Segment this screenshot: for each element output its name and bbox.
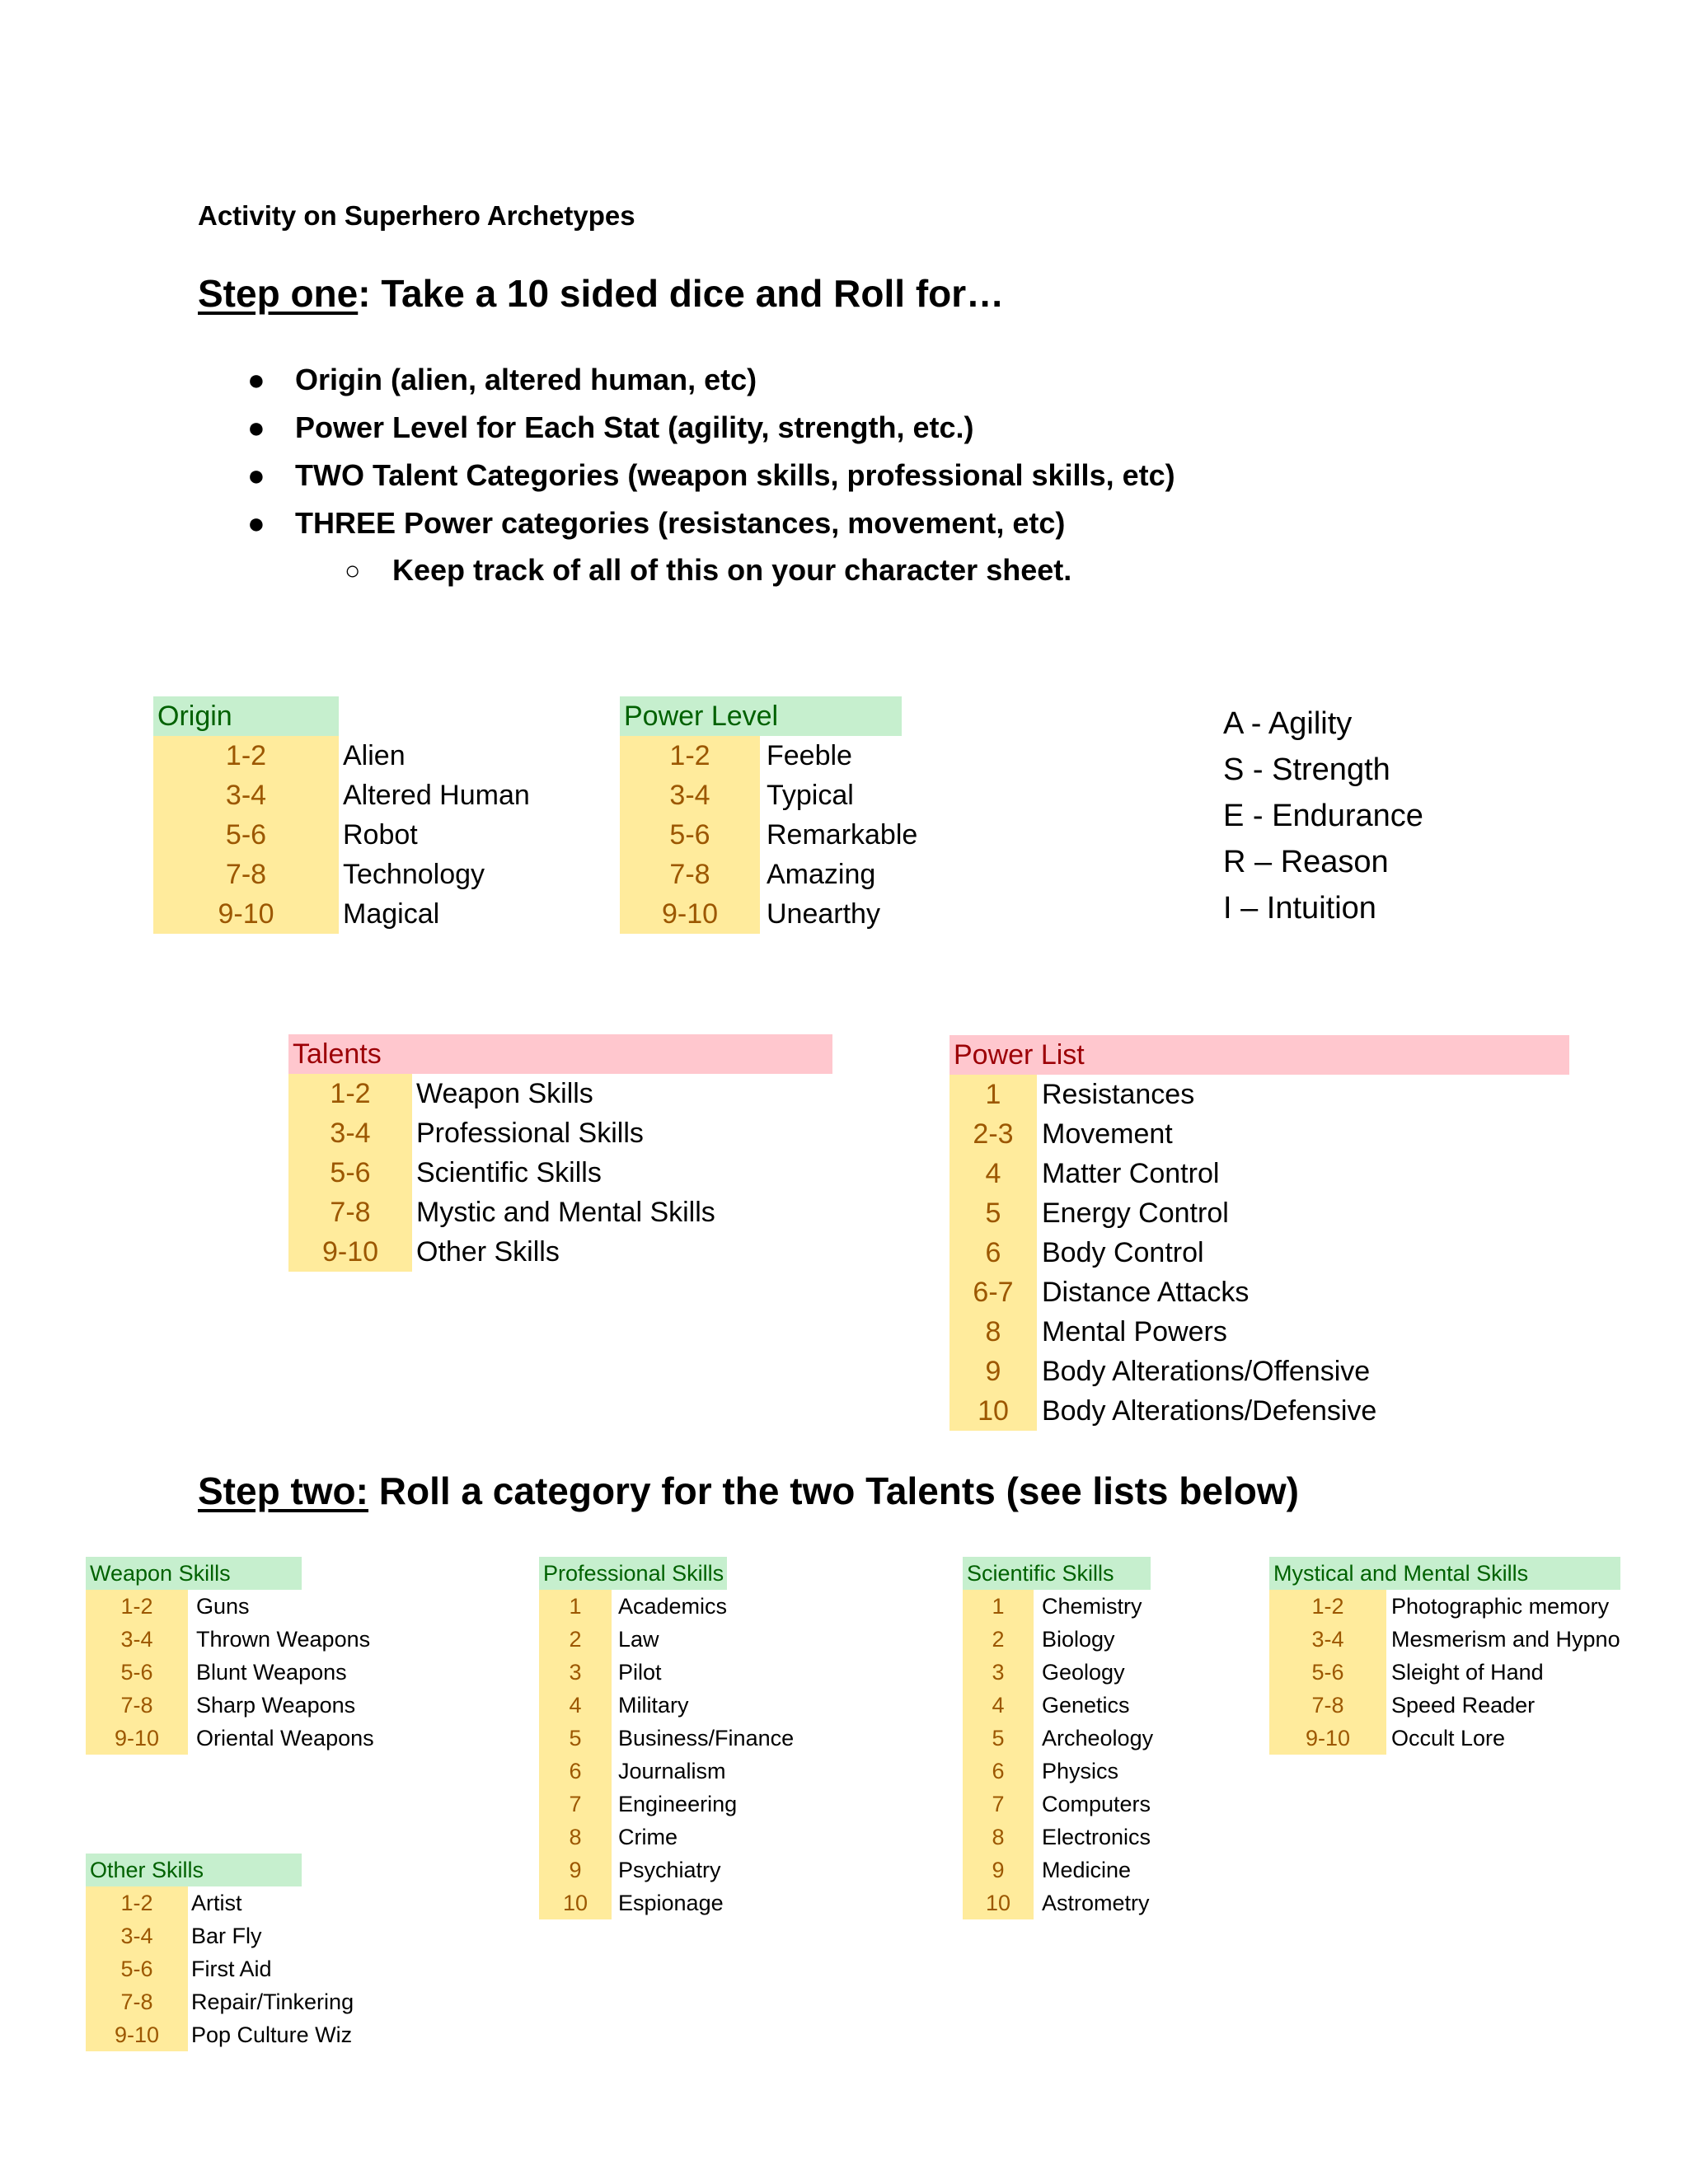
roll-range: 4 [992,1693,1005,1718]
result-label: Sharp Weapons [196,1693,356,1718]
roll-range: 6 [992,1759,1005,1783]
roll-range: 1-2 [225,740,267,771]
result-label: Psychiatry [618,1858,721,1882]
bullet-icon: ● [247,458,265,492]
result-label: Scientific Skills [416,1157,602,1188]
result-label: Pilot [618,1660,662,1685]
hollow-bullet-icon: ○ [345,555,361,585]
result-label: Biology [1042,1627,1115,1652]
table-row [963,1854,1688,1886]
roll-range: 1-2 [1311,1594,1344,1619]
roll-range: 5 [569,1726,582,1750]
result-label: Magical [343,898,440,930]
step-one-heading [198,269,1004,318]
result-label: Technology [343,859,485,890]
table-row [950,1272,1688,1312]
result-label: Other Skills [416,1236,560,1268]
roll-range: 3-4 [669,780,710,811]
roll-range: 7-8 [669,859,710,890]
result-label: Unearthy [767,898,880,930]
result-label: Resistances [1042,1079,1195,1110]
table-row [1269,1722,1620,1755]
result-label: Electronics [1042,1825,1151,1849]
bullet-icon: ● [247,363,265,396]
roll-range: 5-6 [120,1957,153,1981]
instruction-list [198,356,1175,593]
result-label: Alien [343,740,406,771]
result-label: Weapon Skills [416,1078,593,1109]
table-row [963,1755,1688,1788]
result-label: Mystic and Mental Skills [416,1197,715,1228]
roll-range: 9-10 [1305,1726,1351,1750]
result-label: Feeble [767,740,852,771]
result-label: Guns [196,1594,250,1619]
result-label: Oriental Weapons [196,1726,374,1750]
roll-range: 7-8 [120,1990,153,2014]
result-label: Repair/Tinkering [191,1990,354,2014]
roll-range: 10 [985,1891,1011,1915]
table-row [86,2018,910,2051]
instruction-text: Power Level for Each Stat (agility, strength, etc.) [295,410,974,444]
roll-range: 3-4 [120,1924,153,1948]
roll-range: 9-10 [114,1726,160,1750]
result-label: Archeology [1042,1726,1154,1750]
table-header: Professional Skills [539,1557,727,1590]
result-label: Bar Fly [191,1924,262,1948]
table-row [1269,1656,1620,1689]
roll-range: 5-6 [1311,1660,1344,1685]
roll-range: 1-2 [120,1594,153,1619]
roll-range: 9-10 [661,898,719,930]
table-header: Scientific Skills [963,1557,1151,1590]
roll-range: 3-4 [225,780,267,811]
roll-range: 7-8 [120,1693,153,1718]
result-label: Pop Culture Wiz [191,2022,353,2047]
table-header: Origin [153,696,339,736]
result-label: Typical [767,780,854,811]
table-header: Mystical and Mental Skills [1269,1557,1620,1590]
table-row [1269,1623,1620,1656]
stat-key-item: A - Agility [1223,706,1353,741]
roll-range: 3 [569,1660,582,1685]
result-label: Journalism [618,1759,726,1783]
result-label: Energy Control [1042,1197,1229,1229]
document-title: Activity on Superhero Archetypes [198,200,635,231]
table-row [86,1952,910,1985]
result-label: Distance Attacks [1042,1277,1250,1308]
roll-range: 6 [985,1237,1001,1268]
roll-range: 1 [569,1594,582,1619]
result-label: Genetics [1042,1693,1130,1718]
result-label: First Aid [191,1957,272,1981]
result-label: Business/Finance [618,1726,795,1750]
roll-range: 3-4 [330,1118,371,1149]
roll-range: 5 [992,1726,1005,1750]
table-row [950,1391,1688,1431]
roll-range: 3 [992,1660,1005,1685]
stat-key-item: I – Intuition [1223,891,1376,926]
result-label: Chemistry [1042,1594,1142,1619]
table-row [963,1821,1688,1854]
result-label: Espionage [618,1891,724,1915]
result-label: Law [618,1627,659,1652]
result-label: Academics [618,1594,728,1619]
result-label: Movement [1042,1118,1173,1150]
roll-range: 6 [569,1759,582,1783]
roll-range: 1 [985,1079,1001,1110]
table-header: Other Skills [86,1854,302,1886]
roll-range: 1-2 [120,1891,153,1915]
roll-range: 5-6 [225,819,267,851]
result-label: Medicine [1042,1858,1132,1882]
result-label: Blunt Weapons [196,1660,347,1685]
roll-range: 3-4 [120,1627,153,1652]
result-label: Astrometry [1042,1891,1150,1915]
result-label: Sleight of Hand [1391,1660,1544,1685]
result-label: Robot [343,819,418,851]
roll-range: 7 [992,1792,1005,1816]
table-header: Talents [288,1034,832,1074]
roll-range: 5-6 [669,819,710,851]
stat-key-item: E - Endurance [1223,799,1423,833]
table-row [950,1154,1688,1193]
table-row [86,1985,910,2018]
bullet-icon: ● [247,410,265,444]
result-label: Mesmerism and Hypno [1391,1627,1620,1652]
table-row [86,1886,910,1919]
result-label: Computers [1042,1792,1151,1816]
roll-range: 7 [569,1792,582,1816]
result-label: Mental Powers [1042,1316,1227,1347]
instruction-item [198,452,1175,499]
bullet-icon: ● [247,506,265,540]
roll-range: 9 [985,1356,1001,1387]
table-row [963,1886,1688,1919]
result-label: Body Alterations/Offensive [1042,1356,1371,1387]
table-row [963,1788,1688,1821]
stat-key-item: S - Strength [1223,752,1390,787]
table-row [950,1075,1688,1114]
instruction-text: THREE Power categories (resistances, movement, etc) [295,506,1066,540]
roll-range: 3-4 [1311,1627,1344,1652]
roll-range: 4 [985,1158,1001,1189]
table-row [950,1193,1688,1233]
roll-range: 5-6 [120,1660,153,1685]
roll-range: 5 [985,1197,1001,1229]
result-label: Matter Control [1042,1158,1220,1189]
result-label: Artist [191,1891,242,1915]
roll-range: 9 [569,1858,582,1882]
roll-range: 9-10 [321,1236,379,1268]
roll-range: 1 [992,1594,1005,1619]
instruction-subitem [198,547,1175,593]
instruction-text: Origin (alien, altered human, etc) [295,363,757,396]
instruction-item [198,404,1175,452]
result-label: Military [618,1693,689,1718]
roll-range: 8 [569,1825,582,1849]
roll-range: 2 [569,1627,582,1652]
result-label: Amazing [767,859,876,890]
roll-range: 10 [978,1395,1009,1427]
instruction-text: TWO Talent Categories (weapon skills, professional skills, etc) [295,458,1175,492]
roll-range: 8 [992,1825,1005,1849]
roll-range: 4 [569,1693,582,1718]
step-one-text: : Take a 10 sided dice and Roll for… [358,272,1005,315]
result-label: Thrown Weapons [196,1627,371,1652]
table-row [950,1312,1688,1352]
table-row [1269,1689,1620,1722]
roll-range: 9 [992,1858,1005,1882]
table-header: Power List [950,1035,1569,1075]
roll-range: 2 [992,1627,1005,1652]
table-row [1269,1590,1620,1623]
roll-range: 9-10 [114,2022,160,2047]
result-label: Physics [1042,1759,1119,1783]
instruction-item [198,356,1175,404]
result-label: Engineering [618,1792,738,1816]
roll-range: 7-8 [330,1197,371,1228]
roll-range: 2-3 [973,1118,1014,1150]
table-row [950,1114,1688,1154]
table-row [950,1352,1688,1391]
stat-key [1223,701,1423,931]
stat-key-item: R – Reason [1223,845,1389,879]
result-label: Crime [618,1825,678,1849]
roll-range: 5-6 [330,1157,371,1188]
result-label: Body Control [1042,1237,1204,1268]
result-label: Geology [1042,1660,1125,1685]
roll-range: 1-2 [330,1078,371,1109]
result-label: Altered Human [343,780,530,811]
result-label: Body Alterations/Defensive [1042,1395,1377,1427]
step-two-heading [198,1466,1299,1516]
instruction-item [198,499,1175,547]
result-label: Professional Skills [416,1118,644,1149]
roll-range: 6-7 [973,1277,1014,1308]
result-label: Speed Reader [1391,1693,1536,1718]
roll-range: 10 [562,1891,588,1915]
roll-range: 7-8 [225,859,267,890]
result-label: Occult Lore [1391,1726,1506,1750]
roll-range: 1-2 [669,740,710,771]
step-one-label: Step one [198,272,359,315]
roll-range: 9-10 [218,898,274,930]
result-label: Photographic memory [1391,1594,1610,1619]
table-header: Power Level [620,696,902,736]
step-two-text: Roll a category for the two Talents (see lists below) [368,1469,1299,1512]
table-header: Weapon Skills [86,1557,302,1590]
result-label: Remarkable [767,819,918,851]
table-row [950,1233,1688,1272]
roll-range: 7-8 [1311,1693,1344,1718]
instruction-subtext: Keep track of all of this on your character sheet. [392,553,1072,587]
step-two-label: Step two: [198,1469,368,1512]
roll-range: 8 [985,1316,1001,1347]
table-row [86,1919,910,1952]
